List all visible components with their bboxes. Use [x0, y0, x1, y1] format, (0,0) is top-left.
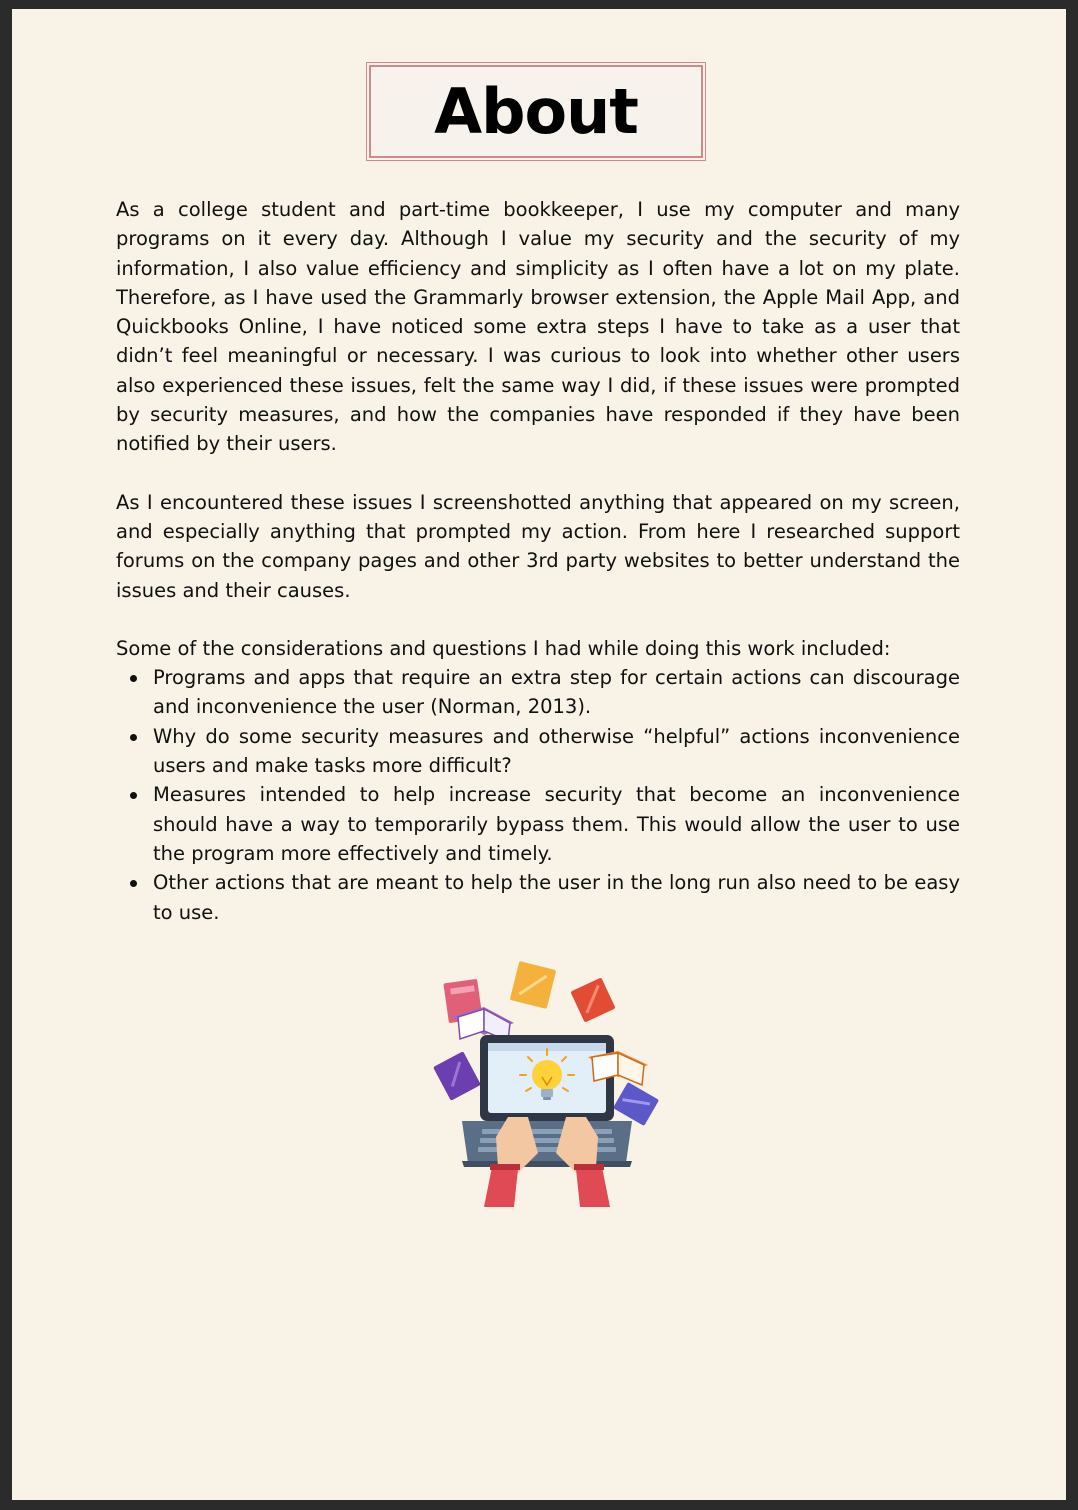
book-icon — [433, 1051, 481, 1101]
considerations-list — [116, 663, 960, 927]
body-text — [116, 195, 960, 927]
document-page — [12, 9, 1066, 1500]
laptop-with-books-illustration — [422, 957, 662, 1207]
page-title: About — [434, 74, 638, 148]
open-book-icon — [588, 1051, 648, 1085]
list-item: Why do some security measures and otherwise “helpful” actions inconvenience users and make tasks more difficult? — [153, 722, 960, 781]
paragraph-considerations: Some of the considerations and questions I had while doing this work included: — [116, 636, 891, 660]
paragraph-method: As I encountered these issues I screenshotted anything that appeared on my screen, and especially anything that prompted my action. From here I researched support forums on the company pages and other 3rd party websites to better understand the issues and their causes. — [116, 490, 960, 602]
book-icon — [570, 977, 615, 1022]
list-item: Other actions that are meant to help the user in the long run also need to be easy to use. — [153, 868, 960, 927]
book-icon — [510, 961, 557, 1009]
book-icon — [613, 1082, 659, 1126]
title-box — [369, 65, 703, 158]
paragraph-intro: As a college student and part-time bookkeeper, I use my computer and many programs on it every day. Although I value my security and the security of my information, I also value efficiency and simplicity as I often have a lot on my plate. Therefore, as I have used the Grammarly browser extension, the Apple Mail App, and Quickbooks Online, I have noticed some extra steps I have to take as a user that didn’t feel meaningful or necessary. I was curious to look into whether other users also experienced these issues, felt the same way I did, if these issues were prompted by security measures, and how the companies have responded if they have been notified by their users. — [116, 198, 960, 456]
list-item: Measures intended to help increase security that become an inconvenience should have a way to temporarily bypass them. This would allow the user to use the program more effectively and timely. — [153, 780, 960, 868]
list-item: Programs and apps that require an extra step for certain actions can discourage and inconvenience the user (Norman, 2013). — [153, 663, 960, 722]
